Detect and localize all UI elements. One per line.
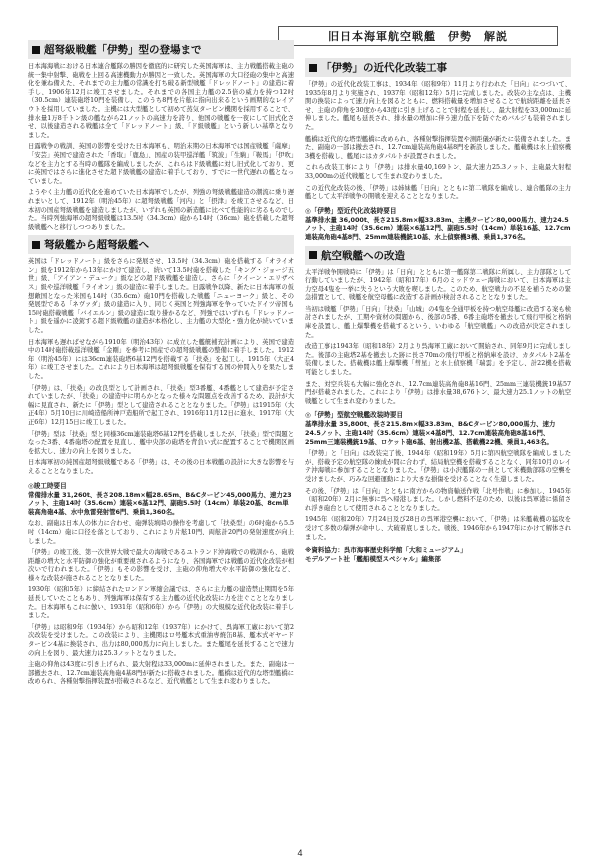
left-column [28, 38, 294, 690]
paragraph: その後、「伊勢」は「日向」とともに南方からの物資輸送作戦「北号作戦」に参加し、1945年（昭和20年）2月に無事に呉へ帰港しました。しかし燃料不足のため、以後は呉軍港に係留され浮き砲台として使用されることとなりました。 [305, 487, 571, 512]
paragraph: 日本海軍も遅ればせながら1910年（明治43年）に成立した艦艇補充計画により、英国で建造中の14吋砲搭載巡洋戦艦「金剛」を参考に国産での超弩級戦艦の整備に着手しました。1912年（明治45年）には36cm連装砲塔6基12門を搭載する「扶桑」を起工し、1915年（大正4年）に竣工させました。これにより日本海軍は超弩級戦艦を保有する国の仲間入りを果たしました。 [28, 338, 294, 380]
paragraph: 日本海軍初の純国産超弩級戦艦である「伊勢」は、その後の日本戦艦の設計に大きな影響を与えることとなりました。 [28, 459, 294, 475]
paragraph: これら改装工事により「伊勢」は排水量40,169トン、最大速力25.3ノット、主砲最大射程33,000mの近代戦艦として生まれ変わりました。 [305, 164, 571, 180]
square-bullet-icon [309, 64, 317, 72]
paragraph: この近代化改装の後、「伊勢」は姉妹艦「日向」とともに第二戦隊を編成し、連合艦隊の主力艦として太平洋戦争の開戦を迎えることとなりました。 [305, 184, 571, 201]
square-bullet-icon [309, 251, 317, 259]
paragraph: 日露戦争の戦訓、英国の影響を受けた日本海軍も、明治末期の日本海軍では国産戦艦「薩摩」「安芸」英国で建造された「香取」「鹿島」、国産の装甲巡洋艦「筑波」「生駒」「鞍馬」「伊吹」などを主力とする当時の艦隊を編成しましたが、これらはド級戦艦に対し旧式化しており、更に英国ではさらに進化させた超ド級戦艦の建造に着手しており、すでに一世代遅れの艦となっていました。 [28, 143, 294, 185]
paragraph: 「伊勢」と「日向」は改装完了後、1944年（昭和19年）5月に第四航空戦隊を編成しましたが、搭載予定の航空隊の練成が間に合わず、結局航空機を搭載することなく、同年10月のレイテ沖海戦に参加することとなりました。「伊勢」は小沢艦隊の一員として米機動部隊の空襲を受けましたが、巧みな回避運動により大きな損傷を受けることなく生還しました。 [305, 450, 571, 483]
paragraph: ようやく主力艦の近代化を進めていた日本海軍でしたが、列強の弩級戦艦建造の潮流に乗り遅れまいとして、1912年（明治45年）に超弩級戦艦「河内」と「摂津」を竣工させるなど、日本初の国産弩級戦艦を建造しましたが、いずれも英国の新造艦に比べて性能的に劣るものでした。当時列強海軍の超弩級戦艦は13.5吋（34.3cm）砲から14吋（36cm）砲を搭載した超弩級戦艦へと移行しつつありました。 [28, 189, 294, 231]
paragraph: 「伊勢」型は「扶桑」型と同様36cm連装砲塔6基12門を搭載しましたが、「扶桑」型で問題となった3番、4番砲塔の配置を見直し、艦中央部の砲塔を背負い式に配置することで機関区画を拡大し、速力の向上を図りました。 [28, 430, 294, 455]
paragraph: 「伊勢」は昭和9年（1934年）から昭和12年（1937年）にかけて、呉海軍工廠において第2次改装を受けました。この改装により、主機関はロ号艦本式重油専焼缶8基、艦本式ギヤードタービン4基に換装され、出力は80,000馬力に向上しました。また艦尾を延長することで速力の向上を図り、最大速力は25.3ノットとなりました。 [28, 623, 294, 657]
paragraph: 「伊勢」は、「扶桑」の改良型として計画され、「扶桑」型3番艦、4番艦として建造が予定されていましたが、「扶桑」の建造中に明らかとなった様々な問題点を改善するため、設計が大幅に見直され、新たに「伊勢」型として建造されることとなりました。「伊勢」は1915年（大正4年）5月10日に川崎造船所神戸造船所で起工され、1916年11月12日に進水、1917年（大正6年）12月15日に竣工しました。 [28, 384, 294, 426]
paragraph: 艦橋は近代的な塔型艦橋に改められ、各種射撃指揮装置や測距儀が新たに装備されました。また、副砲の一部は撤去され、12.7cm連装高角砲4基8門を新設しました。艦載機は水上偵察機3機を搭載し、艦尾にはカタパルトが設置されました。 [305, 135, 571, 160]
paragraph: 当初は戦艦「伊勢」「日向」「扶桑」「山城」の4隻を全通甲板を持つ航空母艦に改造する案も検討されましたが、工期や資材の問題から、後部の5番、6番主砲塔を撤去して飛行甲板と格納庫を設置し、艦上爆撃機を搭載するという、いわゆる「航空戦艦」への改造が決定されました。 [305, 305, 571, 339]
paragraph: 1945年（昭和20年）7月24日及び28日の呉軍港空襲において、「伊勢」は米艦載機の猛攻を受けて多数の爆弾が命中し、大破着底しました。戦後、1946年から1947年にかけて解体されました。 [305, 516, 571, 541]
spec-body: 基準排水量 36,000t、長さ215.8m×幅33.83m、主機タービン80,000馬力、速力24.5ノット、主砲14吋（35.6cm）連装×6基12門、副砲5.5吋（14cm）単装16基、12.7cm連装高角砲4基8門、25mm連装機銃10基、水上偵察機3機、乗員1,376名。 [305, 215, 571, 241]
paragraph: 主砲の仰角は43度に引き上げられ、最大射程は33,000mに延伸されました。また、副砲は一部撤去され、12.7cm連装高角砲4基8門が新たに搭載されました。艦橋は近代的な塔型艦橋に改められ、各種射撃指揮装置が搭載されるなど、近代戦艦として生まれ変わりました。 [28, 661, 294, 686]
paragraph: 太平洋戦争開戦時に「伊勢」は「日向」とともに第一艦隊第二戦隊に所属し、主力部隊として行動していましたが、1942年（昭和17年）6月のミッドウェー海戦において、日本海軍は主力空母4隻を一挙に失うという大敗を喫しました。このため、航空戦力の不足を補うための緊急措置として、戦艦を航空母艦に改造する計画が検討されることとなりました。 [305, 268, 571, 302]
paragraph: 「伊勢」の竣工後、第一次世界大戦で最大の海戦であるユトランド沖海戦での戦訓から、砲戦距離の増大と水平防御の強化が重要視されるようになり、各国海軍では戦艦の近代化改装が相次いで行われました。「伊勢」もその影響を受け、主砲の仰角増大や水平防御の強化など、様々な改装が施されることとなりました。 [28, 549, 294, 582]
paragraph: 1930年（昭和5年）に締結されたロンドン軍縮会議では、さらに主力艦の建造禁止期間を5年延長していたこともあり、列強海軍は保有する主力艦の近代化改装に力を注ぐこととなりました。日本海軍もこれに倣い、1931年（昭和6年）から「伊勢」の大規模な近代化改装に着手しました。 [28, 586, 294, 620]
paragraph: 改造工事は1943年（昭和18年）2月より呉海軍工廠において開始され、同年9月に完成しました。後部の主砲塔2基を撤去した跡に長さ70mの飛行甲板と格納庫を設け、カタパルト2基を装備しました。搭載機は艦上爆撃機「彗星」と水上偵察機「瑞雲」を予定し、計22機を搭載可能としました。 [305, 343, 571, 377]
page-number: 4 [297, 848, 303, 858]
paragraph: なお、副砲は日本人の体力に合わせ、砲弾装填時の操作を考慮して「扶桑型」の6吋砲から5.5吋（14cm）砲に口径を落としており、これにより片舷10門、両舷計20門の発射速度が向上しました。 [28, 520, 294, 545]
spec-title: ◎竣工時要目 [28, 481, 67, 490]
spec-body: 基準排水量 35,800t、長さ215.8m×幅33.83m、B&Cタービン80,000馬力、速力24.5ノット、主砲14吋（35.6cm）連装×4基8門、12.7cm連装高角砲8基16門、25mm三連装機銃19基、ロケット砲6基、射出機2基、搭載機22機、乗員1,463名。 [305, 420, 556, 446]
square-bullet-icon [32, 46, 40, 54]
spec-title: ◎「伊勢」型航空戦艦改装時要目 [305, 411, 404, 420]
spec-body: 常備排水量 31,260t、長さ208.18m×幅28.65m、B&Cタービン45,000馬力、速力23ノット、主砲14吋（35.6cm）連装×6基12門、副砲5.5吋（14cm）単装20基、8cm単装高角砲4基、水中魚雷発射管6門、乗員1,360名。 [28, 490, 292, 516]
section-heading: 超弩級戦艦「伊勢」型の登場まで [28, 40, 294, 59]
section-heading: 弩級艦から超弩級艦へ [28, 235, 294, 254]
paragraph: 「伊勢」の近代化改装工事は、1934年（昭和9年）11月より行われた「日向」につづいて、1935年8月より実施され、1937年（昭和12年）5月に完成しました。改装の主な点は、主機関の換装によって速力向上を図るとともに、燃料搭載量を増加させることで航続距離を延長させ、主砲の仰角を30度から43度に引き上げることで射程を延長し、最大射程を33,000mに延伸しました。艦尾も延長され、排水量の増加に伴う速力低下を防ぐためバルジも装着されました。 [305, 81, 571, 131]
square-bullet-icon [32, 241, 40, 249]
right-column [305, 56, 571, 564]
paragraph: 日本海海戦における日本連合艦隊の勝因を徹底的に研究した英国海軍は、主力戦艦搭載主砲の統一集中射撃、砲戦を上回る高速機動力が勝因と一致した。英国海軍の大口径砲の集中と高速化を兼ね備えた、それまでの主力艦の常識を打ち破る新型戦艦「ドレッドノート」の建造に着手し、1906年12月に竣工させました。それまでの各国主力艦の2.5倍の威力を持つ12吋（30.5cm）連装砲塔10門を装備し、このうち8門を片舷に指向出来るという画期的なレイアウトを採用していました。主機には大型艦として初めて蒸気タービン機関を採用することで、排水量1万8千トン級の艦ながら21ノットの高速力を誇り、他国の戦艦を一夜にして旧式化させ、以後建造される戦艦は全て「ドレッドノート」級、「ド級戦艦」という新しい基準となりました。 [28, 63, 294, 139]
section-heading: 航空戦艦への改造 [305, 246, 571, 265]
page-title: 旧日本海軍航空戦艦 伊勢 解説 [278, 26, 558, 46]
paragraph: 英国は「ドレッドノート」級をさらに発展させ、13.5吋（34.3cm）砲を搭載する「オライオン」級を1912年から13年にかけて建造し、続いて13.5吋砲を搭載した「キング・ジョージ五世」級、「アイアン・デューク」級などの超ド級戦艦を建造し、さらに「クイーン・エリザベス」級や巡洋戦艦「ライオン」級の建造に着手しました。日露戦争以降、新たに日本海軍の仮想敵国となった米国も14吋（35.6cm）砲10門を搭載した戦艦「ニューヨーク」級と、その発展型である「ネヴァダ」級の建造に入り、同じく英国と列強海軍を争っていたドイツ帝国も15吋砲搭載戦艦「バイエルン」級の建造に取り掛かるなど、列強ではいずれも「ドレッドノート」級を遥かに凌駕する超ド級戦艦の建造が本格化し、主力艦の大型化・強力化が続いていました。 [28, 258, 294, 335]
section-heading: 「伊勢」の近代化改装工事 [305, 58, 571, 77]
spec-title: ◎「伊勢」型近代化改装時要目 [305, 206, 397, 215]
source-credit: ※資料協力：呉市海事歴史科学館「大和ミュージアム」 モデルアート社「艦船模型スペシャル」編集部 [305, 546, 467, 564]
paragraph: また、対空兵装も大幅に強化され、12.7cm連装高角砲8基16門、25mm三連装機銃19基57門が搭載されました。これにより「伊勢」は排水量38,676トン、最大速力25.1ノットの航空戦艦として生まれ変わりました。 [305, 380, 571, 405]
